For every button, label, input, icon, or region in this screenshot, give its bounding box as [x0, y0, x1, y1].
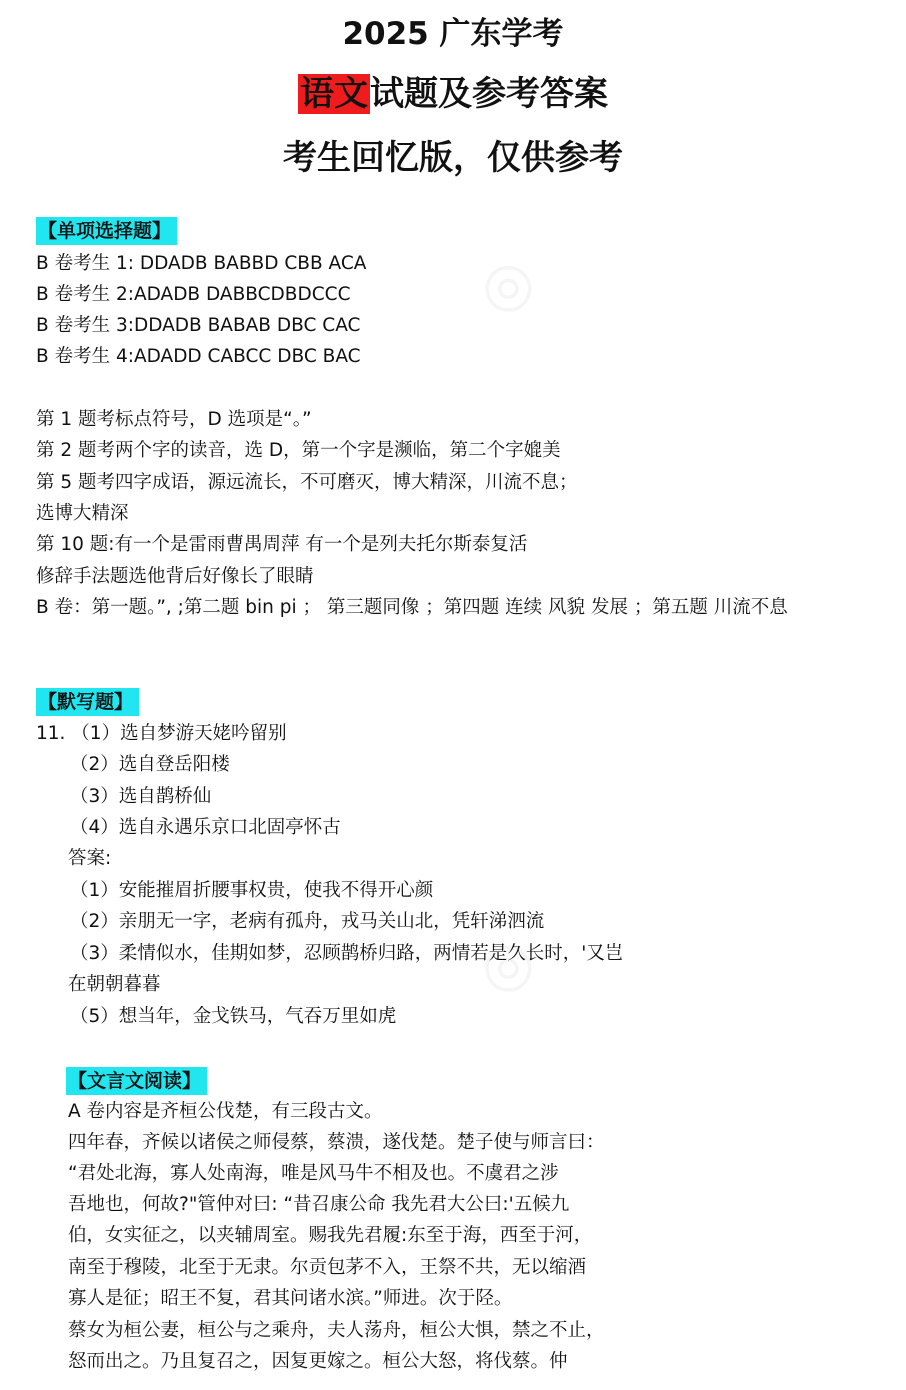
- title-rest: 试题及参考答案: [370, 74, 608, 114]
- classical-line: 寡人是征；昭王不复，君其问诸水滨。”师进。次于陉。: [68, 1288, 513, 1309]
- dictation-line: （3）柔情似水，佳期如梦，忍顾鹊桥归路，两情若是久长时，'又岂: [70, 943, 624, 964]
- classical-line: 蔡女为桓公妻，桓公与之乘舟，夫人荡舟，桓公大惧，禁之不止，: [68, 1320, 605, 1341]
- classical-line: 四年春，齐候以诸侯之师侵蔡，蔡溃，遂伐楚。楚子使与师言曰：: [68, 1132, 605, 1153]
- classical-line: 吾地也，何故?"管仲对曰: “昔召康公命 我先君大公曰:'五候九: [68, 1194, 570, 1215]
- classical-line: 伯，女实征之，以夹辅周室。赐我先君履:东至于海，西至于河，: [68, 1225, 593, 1246]
- dictation-line: （2）选自登岳阳楼: [70, 754, 230, 775]
- section-heading-mcq: 【单项选择题】: [36, 217, 177, 245]
- dictation-line: 答案:: [68, 848, 112, 869]
- classical-line: 怒而出之。乃且复召之，因复更嫁之。桓公大怒，将伐蔡。仲: [68, 1351, 568, 1372]
- dictation-line: 11. （1）选自梦游天姥吟留别: [36, 723, 287, 744]
- dictation-line: 在朝朝暮暮: [68, 974, 161, 995]
- dictation-line: （4）选自永遇乐京口北固亭怀古: [70, 817, 341, 838]
- dictation-line: （2）亲朋无一字，老病有孤舟，戎马关山北，凭轩涕泗流: [70, 911, 545, 932]
- mcq-answer-line: B 卷考生 3:DDADB BABAB DBC CAC: [36, 315, 361, 336]
- dictation-line: （1）安能摧眉折腰事权贵，使我不得开心颜: [70, 880, 434, 901]
- mcq-note-line: 第 2 题考两个字的读音，选 D，第一个字是濒临，第二个字媲美: [36, 440, 561, 461]
- title-line-2: [0, 66, 906, 115]
- section-heading-dictation: 【默写题】: [36, 688, 139, 716]
- classical-line: 南至于穆陵，北至于无隶。尔贡包茅不入，王祭不共，无以缩酒: [68, 1257, 587, 1278]
- watermark: [466, 242, 546, 329]
- title-line-3: 考生回忆版，仅供参考: [283, 138, 623, 178]
- mcq-note-line: B 卷：第一题。”, ;第二题 bin pi ； 第三题同像 ；第四题 连续 风貌 发展 ；第五题 川流不息: [36, 597, 788, 618]
- classical-line: A 卷内容是齐桓公伐楚，有三段古文。: [68, 1101, 383, 1122]
- mcq-note-line: 第 5 题考四字成语，源远流长，不可磨灭，博大精深，川流不息；: [36, 472, 578, 493]
- mcq-note-line: 选博大精深: [36, 503, 129, 524]
- mcq-answer-line: B 卷考生 2:ADADB DABBCDBDCCC: [36, 284, 351, 305]
- mcq-answer-line: B 卷考生 1: DDADB BABBD CBB ACA: [36, 253, 367, 274]
- mcq-answer-line: B 卷考生 4:ADADD CABCC DBC BAC: [36, 346, 361, 367]
- mcq-note-line: 第 1 题考标点符号，D 选项是“。”: [36, 409, 312, 430]
- dictation-line: （5）想当年，金戈铁马，气吞万里如虎: [70, 1006, 397, 1027]
- mcq-note-line: 修辞手法题选他背后好像长了眼睛: [36, 566, 314, 587]
- dictation-line: （3）选自鹊桥仙: [70, 786, 212, 807]
- title-line-1: 2025 广东学考: [342, 16, 564, 52]
- title-highlight-subject: 语文: [300, 74, 368, 114]
- mcq-note-line: 第 10 题:有一个是雷雨曹禺周萍 有一个是列夫托尔斯泰复活: [36, 534, 528, 555]
- section-heading-classical: 【文言文阅读】: [66, 1067, 207, 1095]
- classical-line: “君处北海，寡人处南海，唯是风马牛不相及也。不虞君之涉: [68, 1163, 559, 1184]
